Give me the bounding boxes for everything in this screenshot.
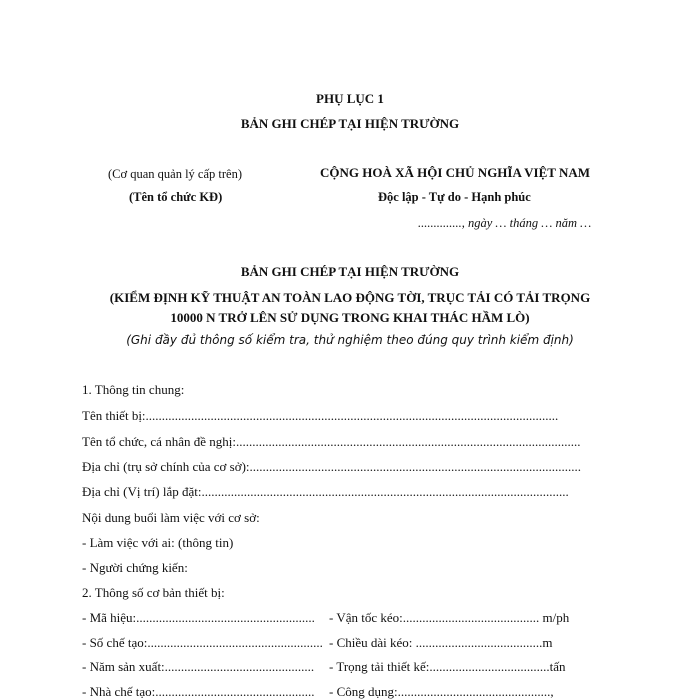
document-subtitle-1: (KIỂM ĐỊNH KỸ THUẬT AN TOÀN LAO ĐỘNG TỜI, TRỤC TẢI CÓ TẢI TRỌNG bbox=[109, 290, 591, 305]
section1-heading: 1. Thông tin chung: bbox=[82, 382, 185, 397]
pull-length-field: - Chiều dài kéo: .......................................m bbox=[329, 635, 553, 650]
document-title: BẢN GHI CHÉP TẠI HIỆN TRƯỜNG bbox=[240, 264, 460, 279]
purpose-field: - Công dụng:..............................................., bbox=[329, 684, 554, 699]
appendix-title: BẢN GHI CHÉP TẠI HIỆN TRƯỜNG bbox=[240, 116, 460, 131]
pull-speed-field: - Vận tốc kéo:.......................................... m/ph bbox=[329, 610, 570, 625]
device-name-field: Tên thiết bị:............................................................................................................................... bbox=[82, 408, 559, 423]
nation-title: CỘNG HOÀ XÃ HỘI CHỦ NGHĨA VIỆT NAM bbox=[320, 165, 591, 180]
design-load-field: - Trọng tải thiết kế:.....................................tấn bbox=[329, 659, 566, 674]
worked-with-field: - Làm việc với ai: (thông tin) bbox=[82, 535, 234, 550]
requester-field: Tên tổ chức, cá nhân đề nghị:.......................................................................................................... bbox=[82, 434, 581, 449]
manufacture-year-field: - Năm sản xuất:.............................................. bbox=[82, 659, 315, 674]
org-label: (Tên tổ chức KĐ) bbox=[129, 190, 223, 204]
address-site-field: Địa chỉ (Vị trí) lắp đặt:................................................................................................................. bbox=[82, 484, 569, 499]
document-subtitle-2: 10000 N TRỞ LÊN SỬ DỤNG TRONG KHAI THÁC HẦM LÒ) bbox=[170, 310, 530, 325]
serial-number-field: - Số chế tạo:...................................................... bbox=[82, 635, 323, 650]
appendix-label: PHỤ LỤC 1 bbox=[316, 91, 384, 106]
section2-heading: 2. Thông số cơ bản thiết bị: bbox=[82, 585, 225, 600]
witness-field: - Người chứng kiến: bbox=[82, 560, 188, 575]
document-note: (Ghi đầy đủ thông số kiểm tra, thử nghiệm theo đúng quy trình kiểm định) bbox=[126, 333, 574, 347]
manufacturer-field: - Nhà chế tạo:................................................. bbox=[82, 684, 315, 699]
date-line: .............., ngày … tháng … năm … bbox=[418, 216, 592, 230]
model-field: - Mã hiệu:....................................................... bbox=[82, 610, 315, 625]
agency-label: (Cơ quan quản lý cấp trên) bbox=[108, 167, 242, 181]
meeting-content: Nội dung buổi làm việc với cơ sở: bbox=[82, 510, 260, 525]
motto: Độc lập - Tự do - Hạnh phúc bbox=[378, 190, 531, 204]
address-hq-field: Địa chỉ (trụ sở chính của cơ sở):...................................................................................................... bbox=[82, 459, 582, 474]
